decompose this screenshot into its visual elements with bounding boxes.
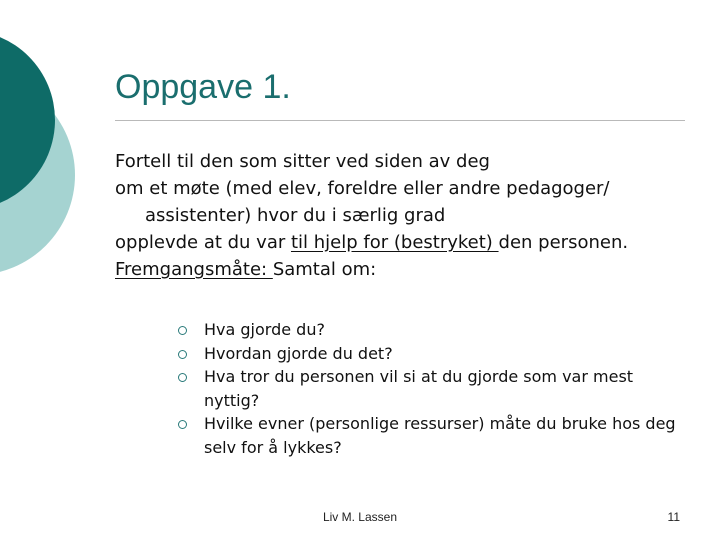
method-text: Samtal om: — [272, 259, 377, 280]
slide-body — [115, 148, 695, 283]
question-list — [178, 318, 678, 459]
list-item — [178, 412, 678, 459]
circle-bullet-icon — [178, 373, 187, 382]
footer-author: Liv M. Lassen — [322, 510, 398, 524]
list-item-text: Hvilke evner (personlige ressurser) måte du bruke hos deg selv for å lykkes? — [204, 414, 676, 457]
circle-bullet-icon — [178, 326, 187, 335]
list-item — [178, 318, 678, 342]
slide-title: Oppgave 1. — [115, 68, 291, 106]
task-line-3-start: opplevde at du var — [115, 232, 291, 253]
circle-bullet-icon — [178, 350, 187, 359]
task-line-3-end: den personen. — [498, 232, 629, 253]
list-item-text: Hva tror du personen vil si at du gjorde som var mest nyttig? — [204, 367, 634, 410]
task-line-3 — [115, 229, 695, 256]
task-line-2: om et møte (med elev, foreldre eller andre pedagoger/ assistenter) hvor du i særlig grad — [115, 178, 610, 226]
underlined-phrase: til hjelp for (bestryket) — [290, 232, 499, 253]
method-label: Fremgangsmåte: — [115, 259, 273, 280]
method-line — [115, 256, 695, 283]
list-item-text: Hva gjorde du? — [204, 320, 325, 339]
list-item-text: Hvordan gjorde du det? — [204, 343, 393, 363]
list-item — [178, 342, 678, 366]
title-divider — [115, 120, 685, 121]
task-line-1: Fortell til den som sitter ved siden av deg — [115, 151, 490, 172]
circle-bullet-icon — [178, 420, 187, 429]
page-number: 11 — [667, 510, 680, 524]
list-item — [178, 365, 678, 412]
